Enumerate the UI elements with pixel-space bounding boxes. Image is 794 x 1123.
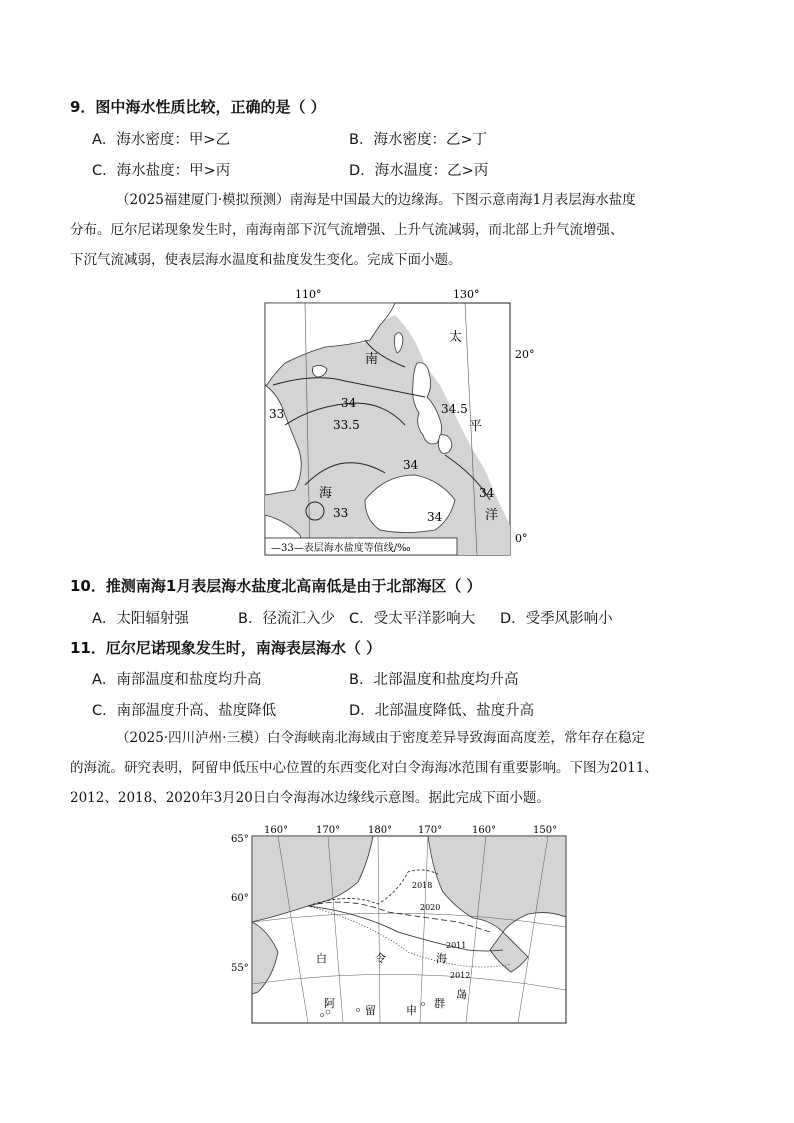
q11-option-d: D．北部温度降低、盐度升高 xyxy=(349,703,535,719)
isoline-label-34-borneo: 34 xyxy=(427,510,443,524)
q9-option-b: B．海水密度：乙>丁 xyxy=(349,132,488,148)
question-10-stem: 10．推测南海1月表层海水盐度北高南低是由于北部海区（ ） xyxy=(70,577,482,595)
bering-sea-ice-edge-map xyxy=(228,822,573,1027)
isoline-label-33-south: 33 xyxy=(333,506,349,520)
isoline-label-33-west: 33 xyxy=(269,407,285,421)
ice-edge-label-2012: 2012 xyxy=(450,971,471,980)
south-china-sea-salinity-map xyxy=(255,285,545,560)
map2-frame xyxy=(252,836,566,1023)
passage-2-rest xyxy=(70,753,658,813)
map2-lon-170e: 170° xyxy=(418,825,443,836)
q9-option-d: D．海水温度：乙>丙 xyxy=(349,163,489,179)
map2-lat-65: 65° xyxy=(231,834,249,845)
passage-1-line-2: 分布。厄尔尼诺现象发生时，南海南部下沉气流增强、上升气流减弱，而北部上升气流增强、 xyxy=(70,222,624,238)
map1-frame xyxy=(265,303,510,555)
label-hai: 海 xyxy=(319,486,333,501)
passage-1-line-3: 下沉气流减弱，使表层海水温度和盐度发生变化。完成下面小题。 xyxy=(70,252,462,268)
q9-option-a: A．海水密度：甲>乙 xyxy=(92,132,231,148)
map2-lon-180: 180° xyxy=(368,825,393,836)
map1-lat-20: 20° xyxy=(515,348,535,361)
ice-edge-label-2018: 2018 xyxy=(412,881,433,890)
passage-2-line-2: 的海流。研究表明，阿留申低压中心位置的东西变化对白令海海冰范围有重要影响。下图为2011、 xyxy=(70,760,658,776)
map1-lat-0: 0° xyxy=(515,532,528,545)
label-qun: 群 xyxy=(434,997,445,1010)
q9-option-c: C．海水盐度：甲>丙 xyxy=(92,163,231,179)
map2-lon-170w: 170° xyxy=(316,825,341,836)
label-bai: 白 xyxy=(316,952,327,965)
question-11-stem: 11．厄尔尼诺现象发生时，南海表层海水（ ） xyxy=(70,639,382,657)
q10-option-b: B．径流汇入少 xyxy=(238,611,335,627)
q10-option-a: A．太阳辐射强 xyxy=(92,611,189,627)
isoline-label-34-east: 34 xyxy=(479,486,495,500)
passage-2-line-1: （2025·四川泸州·三模）白令海峡南北海域由于密度差异导致海面高度差，常年存在稳定 xyxy=(116,730,645,746)
label-hai-bering: 海 xyxy=(436,952,447,965)
label-ling: 令 xyxy=(375,952,386,965)
passage-2-line-3: 2012、2018、2020年3月20日白令海海冰边缘线示意图。据此完成下面小题。 xyxy=(70,790,550,806)
map2-lon-160e: 160° xyxy=(472,825,497,836)
isoline-label-34-philippines: 34 xyxy=(403,458,419,472)
label-liu: 留 xyxy=(365,1004,376,1017)
label-a: 阿 xyxy=(324,997,335,1010)
map1-lon-110: 110° xyxy=(295,288,322,301)
label-yang: 洋 xyxy=(485,508,499,523)
passage-1 xyxy=(116,185,636,215)
question-9-stem: 9．图中海水性质比较，正确的是（ ） xyxy=(70,98,326,116)
map2-lon-160w: 160° xyxy=(264,825,289,836)
isoline-label-34-5: 34.5 xyxy=(441,402,468,416)
label-tai: 太 xyxy=(449,330,463,345)
q11-option-a: A．南部温度和盐度均升高 xyxy=(92,672,262,688)
label-dao: 岛 xyxy=(456,988,467,1001)
q10-option-c: C．受太平洋影响大 xyxy=(349,611,476,627)
label-nan: 南 xyxy=(365,352,379,367)
passage-2 xyxy=(116,723,645,753)
q10-option-d: D．受季风影响小 xyxy=(500,611,613,627)
isoline-label-33-5: 33.5 xyxy=(333,418,360,432)
map1-legend: —33—表层海水盐度等值线/‰ xyxy=(271,543,411,554)
q11-option-b: B．北部温度和盐度均升高 xyxy=(349,672,519,688)
label-ping: 平 xyxy=(469,419,483,434)
isoline-label-34-center: 34 xyxy=(341,396,357,410)
map1-lon-130: 130° xyxy=(453,288,480,301)
label-shen: 申 xyxy=(406,1004,417,1017)
passage-1-line-1: （2025福建厦门·模拟预测）南海是中国最大的边缘海。下图示意南海1月表层海水盐度 xyxy=(116,192,636,208)
passage-1-rest xyxy=(70,215,624,275)
ice-edge-label-2011: 2011 xyxy=(446,941,467,950)
ice-edge-label-2020: 2020 xyxy=(420,903,441,912)
map2-lat-55: 55° xyxy=(231,963,249,974)
map2-lat-60: 60° xyxy=(231,893,249,904)
q11-option-c: C．南部温度升高、盐度降低 xyxy=(92,703,277,719)
map2-lon-150e: 150° xyxy=(533,825,558,836)
